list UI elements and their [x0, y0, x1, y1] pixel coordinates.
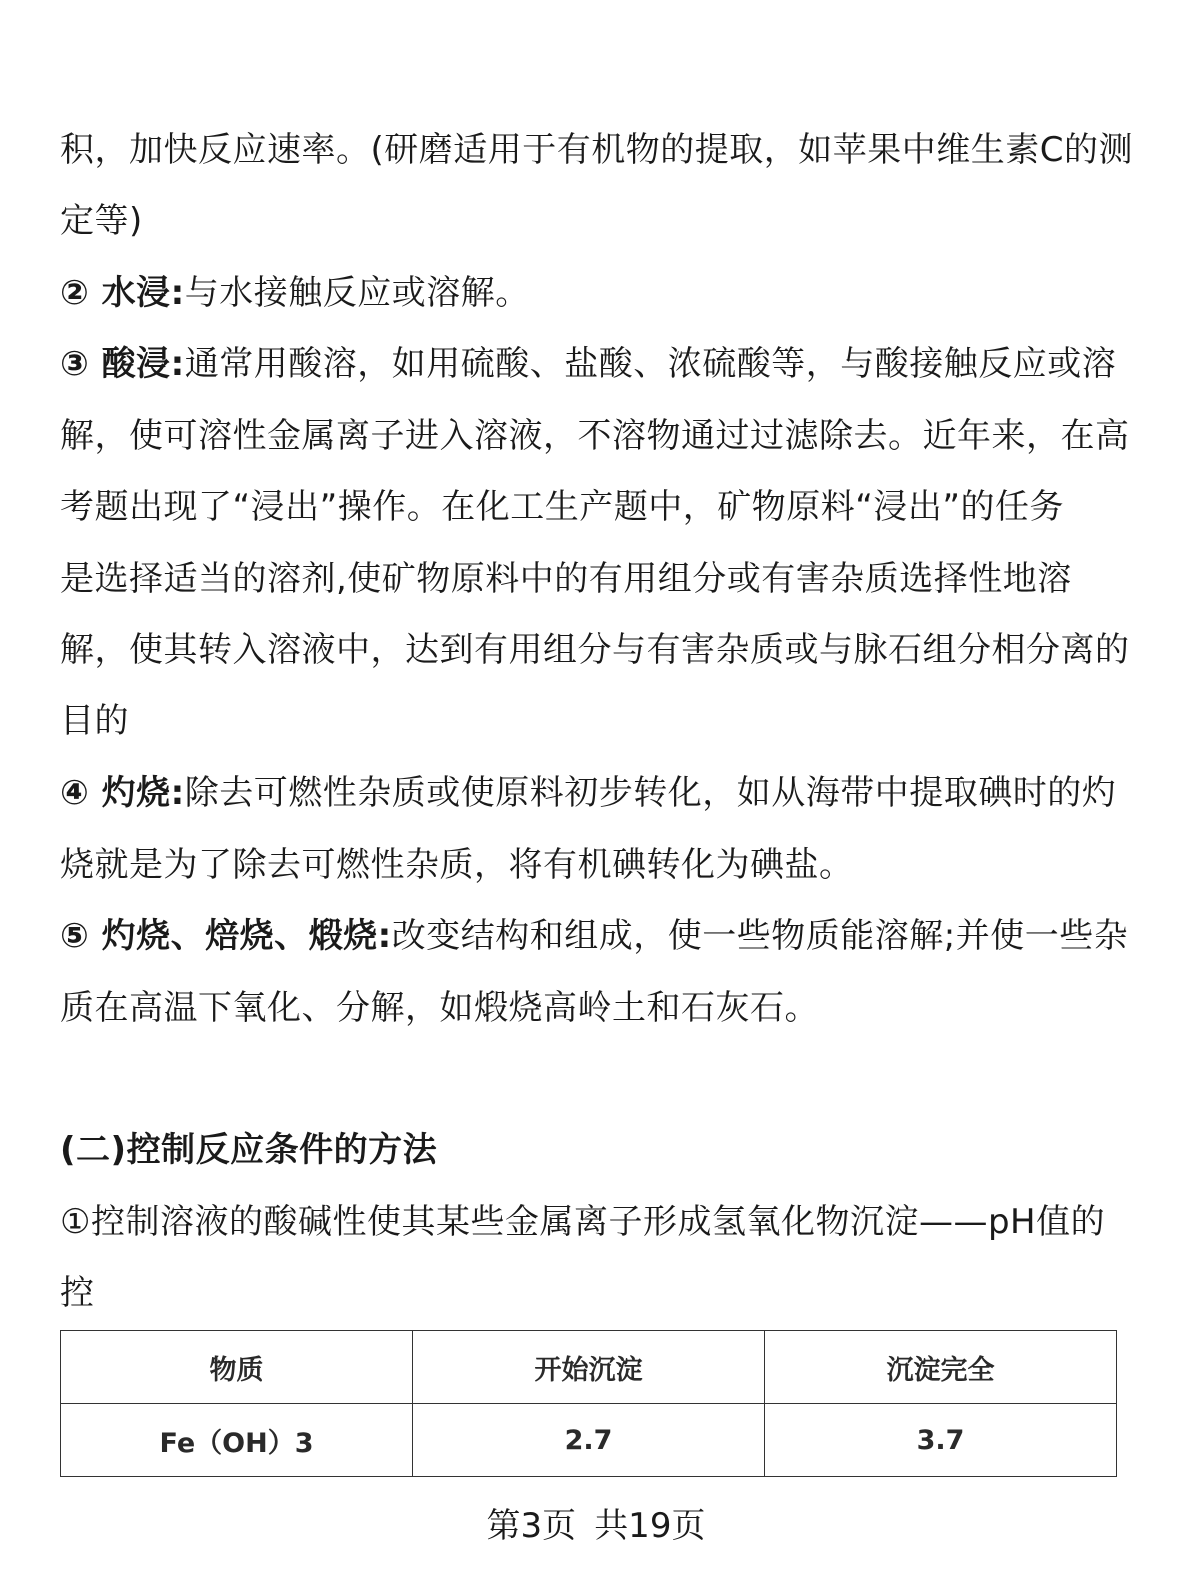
- text-line: 定等): [60, 201, 143, 241]
- text-line: [60, 770, 1116, 816]
- ph-table: [60, 1330, 1117, 1477]
- item-label: ② 水浸:: [60, 273, 185, 313]
- table-header-cell: 开始沉淀: [413, 1331, 765, 1404]
- table-cell: 2.7: [413, 1404, 765, 1477]
- text-line: 解，使可溶性金属离子进入溶液，不溶物通过过滤除去。近年来，在高: [60, 416, 1130, 456]
- table-row: [61, 1404, 1117, 1477]
- text-line: 目的: [60, 701, 129, 741]
- table-cell: Fe（OH）3: [61, 1404, 413, 1477]
- item-label: ④ 灼烧:: [60, 773, 185, 813]
- item-text: 除去可燃性杂质或使原料初步转化，如从海带中提取碘时的灼: [184, 773, 1117, 813]
- section-heading: (二)控制反应条件的方法: [60, 1130, 438, 1170]
- table-header-cell: 物质: [61, 1331, 413, 1404]
- text-line: ①控制溶液的酸碱性使其某些金属离子形成氢氧化物沉淀——pH值的: [60, 1202, 1106, 1242]
- item-text: 通常用酸溶，如用硫酸、盐酸、浓硫酸等，与酸接触反应或溶: [184, 344, 1117, 384]
- text-line: [60, 270, 530, 316]
- item-label: ③ 酸浸:: [60, 344, 185, 384]
- text-line: 质在高温下氧化、分解，如煅烧高岭土和石灰石。: [60, 988, 819, 1028]
- text-line: 积，加快反应速率。(研磨适用于有机物的提取，如苹果中维生素C的测: [60, 130, 1134, 170]
- page-footer: [0, 1503, 1192, 1549]
- text-line: 解，使其转入溶液中，达到有用组分与有害杂质或与脉石组分相分离的: [60, 630, 1130, 670]
- item-text: 与水接触反应或溶解。: [184, 273, 530, 313]
- table-header-cell: 沉淀完全: [765, 1331, 1117, 1404]
- text-line: 是选择适当的溶剂,使矿物原料中的有用组分或有害杂质选择性地溶: [60, 559, 1072, 599]
- text-line: 烧就是为了除去可燃性杂质，将有机碘转化为碘盐。: [60, 845, 854, 885]
- page-number: 第3页: [486, 1506, 577, 1546]
- text-line: [60, 913, 1128, 959]
- table-cell: 3.7: [765, 1404, 1117, 1477]
- page-total: 共19页: [594, 1506, 706, 1546]
- text-line: 控: [60, 1273, 95, 1313]
- text-line: [60, 341, 1116, 387]
- table-header-row: [61, 1331, 1117, 1404]
- item-label: ⑤ 灼烧、焙烧、煅烧:: [60, 916, 392, 956]
- text-line: 考题出现了“浸出”操作。在化工生产题中，矿物原料“浸出”的任务: [60, 487, 1064, 527]
- item-text: 改变结构和组成，使一些物质能溶解;并使一些杂: [391, 916, 1129, 956]
